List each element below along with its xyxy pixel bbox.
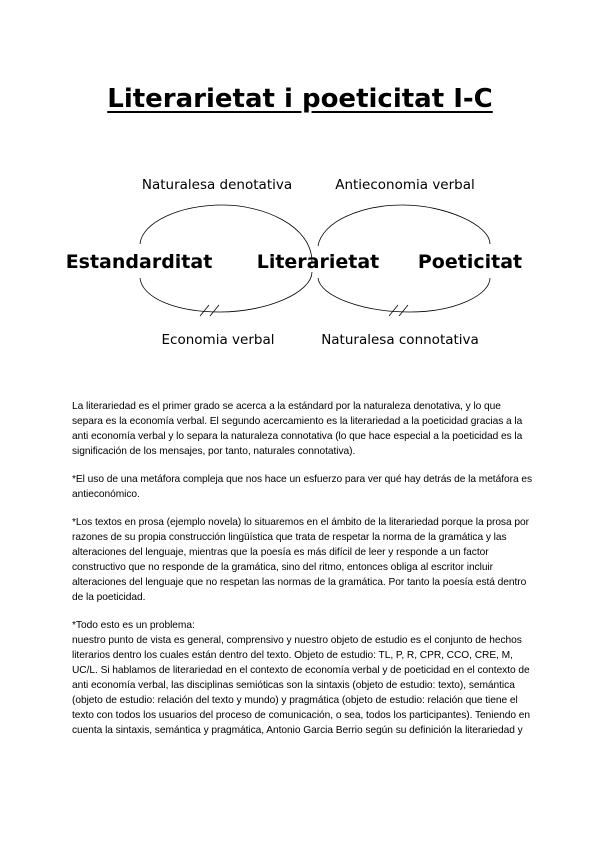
right-break-mark-2 bbox=[399, 305, 408, 316]
page-title: Literarietat i poeticitat I-C bbox=[107, 84, 493, 114]
paragraph-prose: *Los textos en prosa (ejemplo novela) lo situaremos en el ámbito de la literariedad porque la prosa por razones de su propia construcción lingüística que trata de respetar la norma de la gramática y las alteraciones del lenguaje, mientras que la poesía es más difícil de leer y responde a un factor constructivo que no responde de la gramática, sino del ritmo, entonces obliga al escritor incluir alteraciones del lenguaje que no respetan las normas de la gramática. Por tanto la poesía está dentro de la poeticidad. bbox=[72, 517, 529, 603]
paragraph-problem: *Todo esto es un problema: bbox=[72, 620, 195, 631]
paragraph-intro: La literariedad es el primer grado se acerca a la estándard por la naturaleza denotativa, y lo que separa es la economía verbal. El segundo acercamiento es la literariedad a la poeticidad gracias a la anti economía verbal y lo separa la naturaleza connotativa (lo que hace especial a la poeticidad es la significación de los mensajes, por tanto, naturales connotativa). bbox=[72, 401, 523, 457]
term-poeticitat: Poeticitat bbox=[417, 251, 523, 273]
left-break-mark-1 bbox=[200, 305, 209, 316]
term-estandarditat: Estandarditat bbox=[65, 251, 213, 273]
label-top-left: Naturalesa denotativa bbox=[141, 177, 293, 193]
body-text bbox=[72, 399, 534, 751]
right-break-mark-1 bbox=[389, 305, 398, 316]
paragraph-metaphor: *El uso de una metáfora compleja que nos hace un esfuerzo para ver qué hay detrás de la metáfora es antieconómico. bbox=[72, 474, 533, 500]
term-literarietat: Literarietat bbox=[256, 251, 380, 273]
paragraph-object-of-study: nuestro punto de vista es general, comprensivo y nuestro objeto de estudio es el conjunto de hechos literarios dentro los cuales están dentro del texto. Objeto de estudio: TL, P, R, CPR, CCO, CRE, M, UC/L. Si hablamos de literariedad en el contexto de economía verbal y de poeticidad en el contexto de anti economía verbal, las disciplinas semióticas son la sintaxis (objeto de estudio: texto), semántica (objeto de estudio: relación del texto y mundo) y pragmática (objeto de estudio: relación que tiene el texto con todos los usuarios del proceso de comunicación, o sea, todos los participantes). Teniendo en cuenta la sintaxis, semántica y pragmática, Antonio Garcia Berrio según su definición la literariedad y bbox=[72, 635, 530, 736]
label-bottom-right: Naturalesa connotativa bbox=[321, 332, 479, 348]
label-bottom-left: Economia verbal bbox=[161, 332, 275, 348]
left-break-mark-2 bbox=[210, 305, 219, 316]
label-top-right: Antieconomia verbal bbox=[335, 177, 475, 193]
literarity-diagram bbox=[0, 160, 600, 360]
